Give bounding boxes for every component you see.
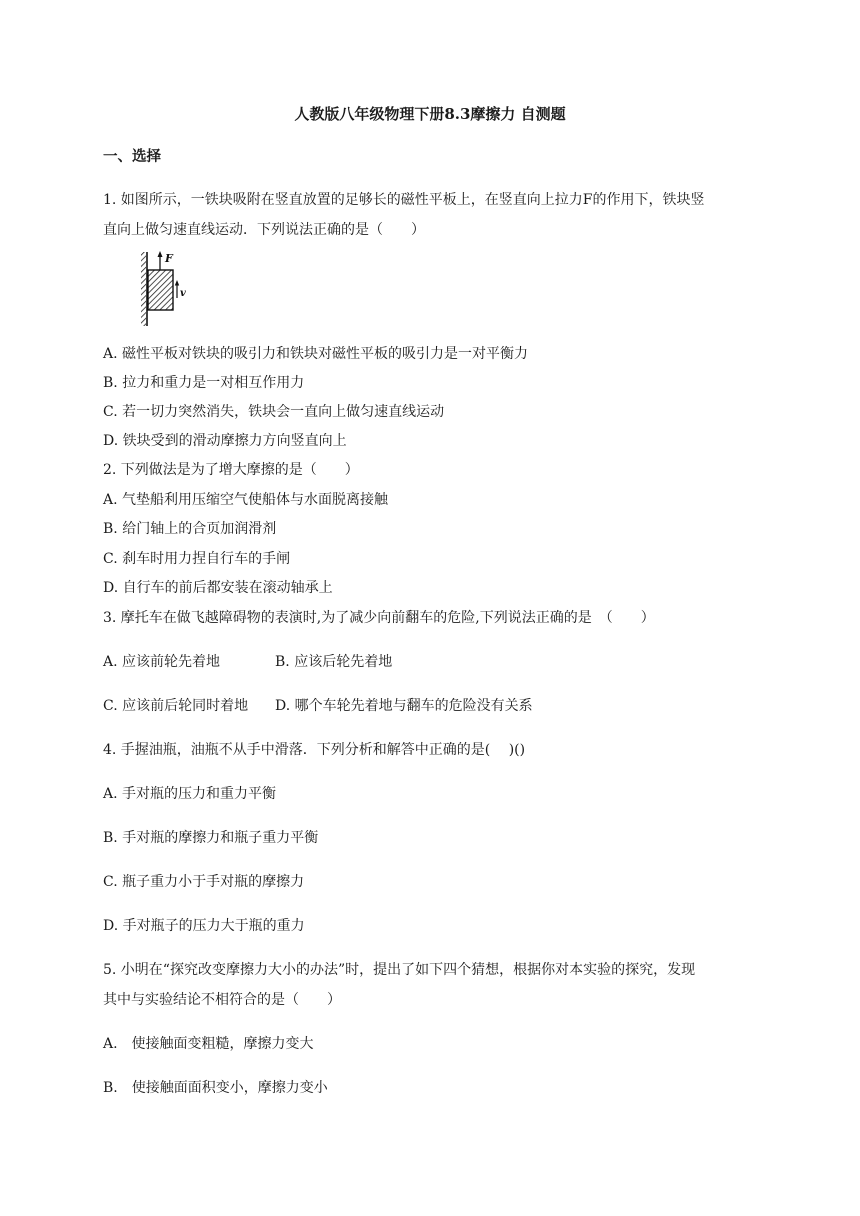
velocity-label: v xyxy=(180,288,186,299)
velocity-arrow-head xyxy=(175,280,179,286)
q1-option-c: C. 若一切力突然消失，铁块会一直向上做匀速直线运动 xyxy=(103,404,445,420)
q5-stem-line2: 其中与实验结论不相符合的是（ ） xyxy=(103,992,341,1008)
q3-options-row1 xyxy=(103,652,392,672)
q3-option-a: A. 应该前轮先着地 xyxy=(103,654,221,670)
q4-option-d: D. 手对瓶子的压力大于瓶的重力 xyxy=(103,918,305,934)
q3-option-d: D. 哪个车轮先着地与翻车的危险没有关系 xyxy=(275,698,533,714)
q2-option-a: A. 气垫船利用压缩空气使船体与水面脱离接触 xyxy=(103,492,389,508)
q1-figure-magnetic-plate xyxy=(140,250,192,328)
q1-option-a: A. 磁性平板对铁块的吸引力和铁块对磁性平板的吸引力是一对平衡力 xyxy=(103,346,529,362)
q2-option-d: D. 自行车的前后都安装在滚动轴承上 xyxy=(103,580,333,596)
section-heading: 一、选择 xyxy=(103,148,161,165)
q1-stem-line2: 直向上做匀速直线运动．下列说法正确的是（ ） xyxy=(103,222,425,238)
force-label: F xyxy=(165,252,173,265)
q5-option-b: B. 使接触面面积变小，摩擦力变小 xyxy=(103,1080,328,1096)
q5-stem-line1: 5. 小明在“探究改变摩擦力大小的办法”时，提出了如下四个猜想，根据你对本实验的探究，发现 xyxy=(103,962,696,978)
q2-option-c: C. 刹车时用力捏自行车的手闸 xyxy=(103,551,291,567)
q2-option-b: B. 给门轴上的合页加润滑剂 xyxy=(103,521,277,537)
iron-block xyxy=(148,270,173,310)
q4-option-c: C. 瓶子重力小于手对瓶的摩擦力 xyxy=(103,874,305,890)
q3-stem: 3. 摩托车在做飞越障碍物的表演时,为了减少向前翻车的危险,下列说法正确的是 （ ） xyxy=(103,610,655,626)
q2-stem: 2. 下列做法是为了增大摩擦的是（ ） xyxy=(103,462,359,478)
q1-option-b: B. 拉力和重力是一对相互作用力 xyxy=(103,375,305,391)
q4-stem: 4. 手握油瓶，油瓶不从手中滑落．下列分析和解答中正确的是( )() xyxy=(103,742,526,758)
document-title: 人教版八年级物理下册8.3摩擦力 自测题 xyxy=(294,105,566,123)
q1-option-d: D. 铁块受到的滑动摩擦力方向竖直向上 xyxy=(103,433,347,449)
q4-option-a: A. 手对瓶的压力和重力平衡 xyxy=(103,786,277,802)
q4-option-b: B. 手对瓶的摩擦力和瓶子重力平衡 xyxy=(103,830,319,846)
q5-option-a: A. 使接触面变粗糙，摩擦力变大 xyxy=(103,1036,314,1052)
force-arrow-head xyxy=(158,251,163,257)
plate-hatch xyxy=(141,252,146,326)
q3-option-c: C. 应该前后轮同时着地 xyxy=(103,698,249,714)
q1-stem-line1: 1. 如图所示，一铁块吸附在竖直放置的足够长的磁性平板上，在竖直向上拉力F的作用下，铁块竖 xyxy=(103,192,705,208)
q3-option-b: B. 应该后轮先着地 xyxy=(275,654,393,670)
q3-options-row2 xyxy=(103,696,533,716)
